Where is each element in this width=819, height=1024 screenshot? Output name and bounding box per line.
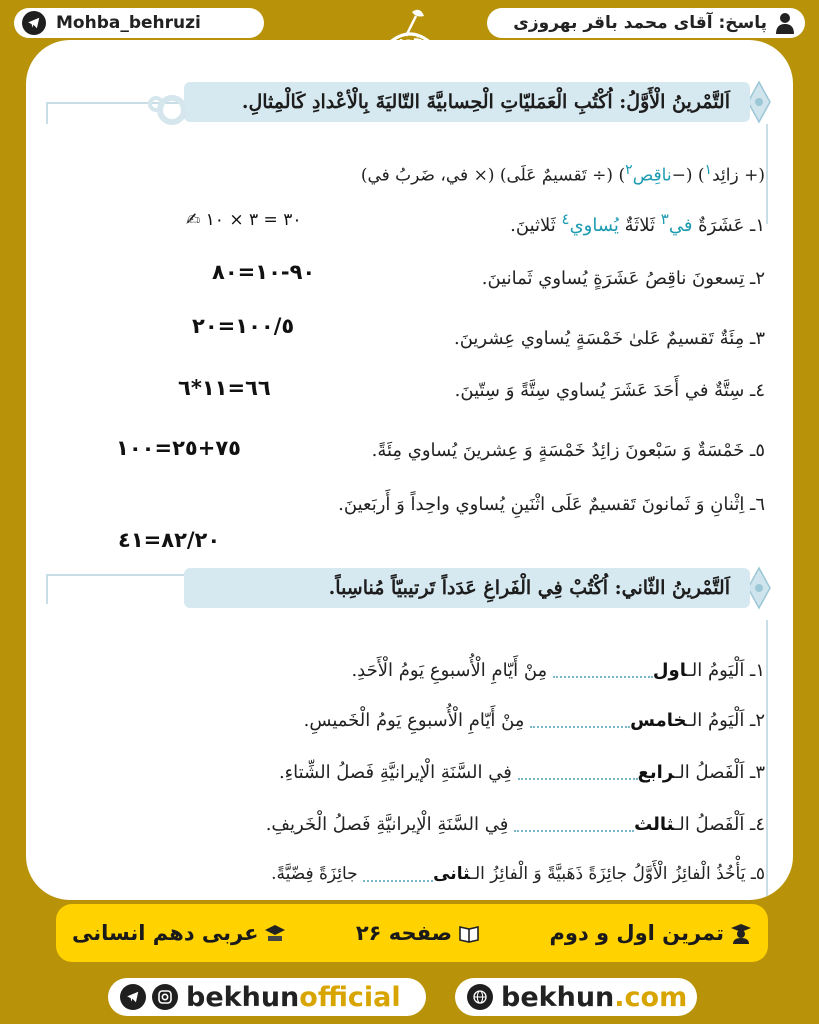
page-group — [356, 921, 480, 945]
filled-answer: ثانی — [433, 864, 471, 884]
frame-line — [46, 102, 48, 124]
book-group — [72, 921, 286, 945]
user-icon — [775, 12, 795, 34]
blank-line — [514, 818, 634, 832]
student-icon — [730, 922, 752, 944]
handwritten-answer: ٨٢/٢٠=٤١ — [118, 528, 221, 552]
graduation-cap-icon — [264, 922, 286, 944]
exercise1-item: ١ـ عَشَرَةٌ في$^٣$ ثَلاثَةٌ يُساوي$^٤$ ثَلاثينَ. — [510, 210, 765, 236]
exercise2-item: ١ـ اَلْيَومُ الـاول مِنْ أَيّامِ الْأُسبوعِ يَومُ الْأَحَدِ. — [351, 660, 765, 681]
frame-line — [46, 574, 184, 576]
filled-answer: رابع — [637, 762, 675, 783]
instagram-icon[interactable] — [152, 984, 178, 1010]
answer-by-text: پاسخ: آقای محمد باقر بهروزی — [513, 13, 767, 33]
social-pill[interactable] — [108, 978, 426, 1016]
filled-answer: ثالث — [634, 814, 675, 835]
exercise1-item: ٤ـ سِتَّةٌ في أَحَدَ عَشَرَ يُساوي سِتَّةً وَ سِتّينَ. — [454, 380, 765, 401]
exercise2-heading: اَلتَّمْرينُ الثّاني: اُكْتُبْ فِي الْفَراغِ عَدَداً تَرتيبيّاً مُناسِباً. — [184, 568, 750, 608]
exercise1-item: ٥ـ خَمْسَةٌ وَ سَبْعونَ زائِدُ خَمْسَةٍ وَ عِشرينَ يُساوي مِئَةً. — [371, 440, 765, 461]
topic-group — [550, 921, 753, 945]
handwritten-answer: ٩٠-١٠=٨٠ — [212, 260, 316, 284]
frame-line — [766, 124, 768, 224]
exercise1-heading: اَلتَّمْرينُ الْأَوَّلُ: اُكْتُبِ الْعَمَليّاتِ الْحِسابيَّةَ التّاليَةَ بِالْأعْدادِ كَالْمِثالِ. — [184, 82, 750, 122]
topic-text: تمرین اول و دوم — [549, 921, 724, 945]
telegram-handle-pill[interactable] — [14, 8, 264, 38]
frame-line — [46, 574, 48, 604]
page-text: صفحه ۲۶ — [355, 921, 453, 945]
website-link[interactable]: bekhun.com — [501, 981, 688, 1013]
website-pill[interactable] — [455, 978, 697, 1016]
handwritten-answer: ٧٥+٢٥=١٠٠ — [116, 436, 241, 460]
worksheet-card — [26, 40, 793, 900]
handle-text: Mohba_behruzi — [56, 13, 201, 33]
answer-by-pill — [487, 8, 805, 38]
globe-icon — [467, 984, 493, 1010]
blank-line — [530, 714, 630, 728]
filled-answer: خامس — [630, 710, 687, 731]
exercise2-item: ٢ـ اَلْيَومُ الـخامس مِنْ أَيّامِ الْأُسبوعِ يَومُ الْخَميسِ. — [303, 710, 765, 731]
filled-answer: اول — [652, 660, 687, 681]
handwritten-answer: ٦٦=١١*٦ — [178, 376, 271, 400]
blank-line — [363, 868, 433, 882]
handwritten-answer: ١٠٠/٥=٢٠ — [192, 314, 295, 338]
telegram-icon — [22, 11, 46, 35]
blank-line — [518, 766, 638, 780]
instagram-handle[interactable]: bekhunofficial — [186, 981, 401, 1013]
exercise1-item: ٦ـ اِثْنانِ وَ ثَمانونَ تَقسيمٌ عَلَى اثْنَينِ يُساوي واحِداً وَ أَربَعينَ. — [338, 494, 765, 515]
telegram-icon[interactable] — [120, 984, 146, 1010]
book-open-icon — [458, 922, 480, 944]
frame-line — [766, 620, 768, 900]
exercise1-item: ٢ـ تِسعونَ ناقِصُ عَشَرَةٍ يُساوي ثَمانينَ. — [481, 268, 765, 289]
operators-legend: (+ زائِد$^١$) (−ناقِص$^٢$) (÷ تَقسيمٌ عَلَى) (× في، ضَربُ في) — [360, 162, 765, 186]
example-answer: ✍ ٣٠ = ٣ × ١٠ — [186, 210, 302, 230]
exercise2-item: ٣ـ اَلْفَصلُ الـرابع فِي السَّنَةِ الْإيرانيَّةِ فَصلُ الشِّتاءِ. — [278, 762, 765, 783]
lesson-info-bar — [56, 904, 768, 962]
exercise2-item: ٤ـ اَلْفَصلُ الـثالث فِي السَّنَةِ الْإيرانيَّةِ فَصلُ الْخَريفِ. — [265, 814, 765, 835]
exercise1-item: ٣ـ مِئَةٌ تَقسيمٌ عَلىٰ خَمْسَةٍ يُساوي عِشرينَ. — [453, 328, 765, 349]
blank-line — [553, 664, 653, 678]
book-text: عربی دهم انسانی — [72, 921, 259, 945]
floral-ornament-icon — [142, 90, 188, 130]
exercise2-item: ٥ـ يَأْخُذُ الْفائِزُ الْأَوَّلُ جائِزَةً ذَهَبيَّةً وَ الْفائِزُ الـثانی جائِزَةً فِضّيَّةً. — [271, 864, 765, 884]
